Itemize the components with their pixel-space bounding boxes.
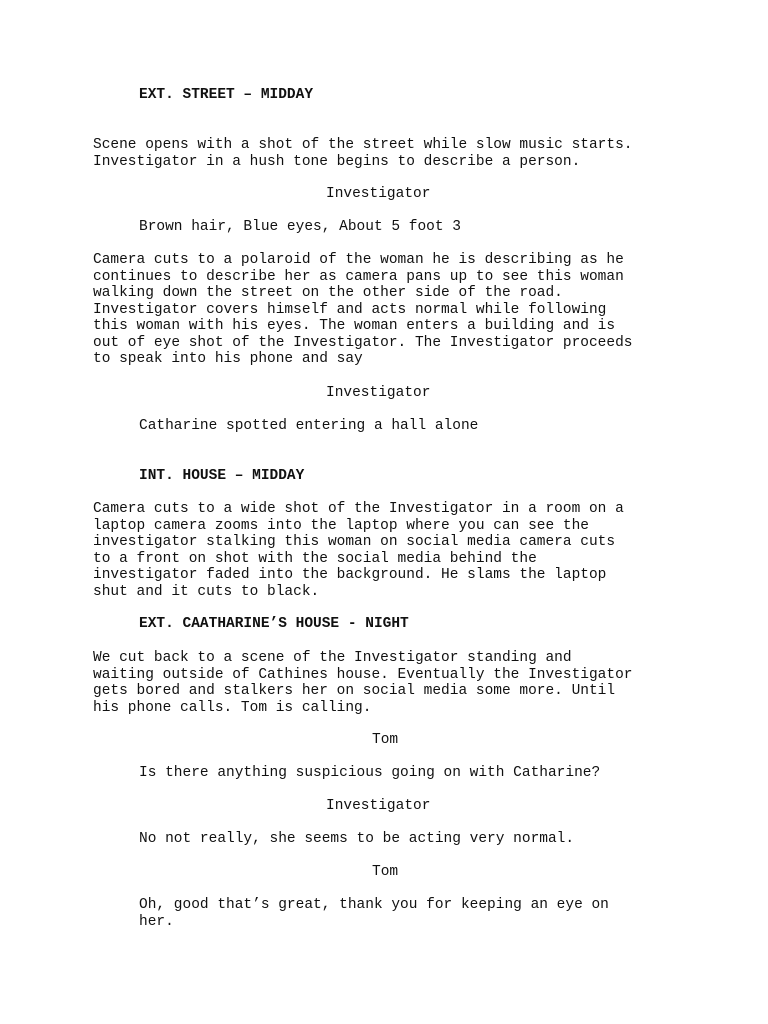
scene-heading: EXT. STREET – MIDDAY — [139, 87, 314, 103]
action-text: Scene opens with a shot of the street while slow music starts. Investigator in a hush tone begins to describe a person. — [93, 137, 633, 170]
character-name: Investigator — [326, 186, 431, 202]
scene-heading: INT. HOUSE – MIDDAY — [139, 468, 305, 484]
dialogue-text: Brown hair, Blue eyes, About 5 foot 3 — [139, 219, 461, 235]
action-text: Camera cuts to a polaroid of the woman he is describing as he continues to describe her as camera pans up to see this woman walking down the street on the other side of the road. Investigator covers himself and acts normal while following this woman with his eyes. The woman enters a building and is out of eye shot of the Investigator. The Investigator proceeds to speak into his phone and say — [93, 252, 633, 367]
scene-heading: EXT. CAATHARINE’S HOUSE - NIGHT — [139, 616, 409, 632]
dialogue-text: No not really, she seems to be acting very normal. — [139, 831, 575, 847]
character-name: Tom — [372, 732, 399, 748]
character-name: Investigator — [326, 385, 431, 401]
action-text: We cut back to a scene of the Investigator standing and waiting outside of Cathines house. Eventually the Investigator gets bored and stalkers her on social media some more. Until his phone calls. Tom is calling. — [93, 650, 633, 716]
character-name: Investigator — [326, 798, 431, 814]
character-name: Tom — [372, 864, 399, 880]
dialogue-text: Is there anything suspicious going on with Catharine? — [139, 765, 601, 781]
dialogue-text: Oh, good that’s great, thank you for keeping an eye on her. — [139, 897, 609, 930]
dialogue-text: Catharine spotted entering a hall alone — [139, 418, 479, 434]
action-text: Camera cuts to a wide shot of the Investigator in a room on a laptop camera zooms into the laptop where you can see the investigator stalking this woman on social media camera cuts to a front on shot with the social media behind the investigator faded into the background. He slams the laptop shut and it cuts to black. — [93, 501, 624, 600]
